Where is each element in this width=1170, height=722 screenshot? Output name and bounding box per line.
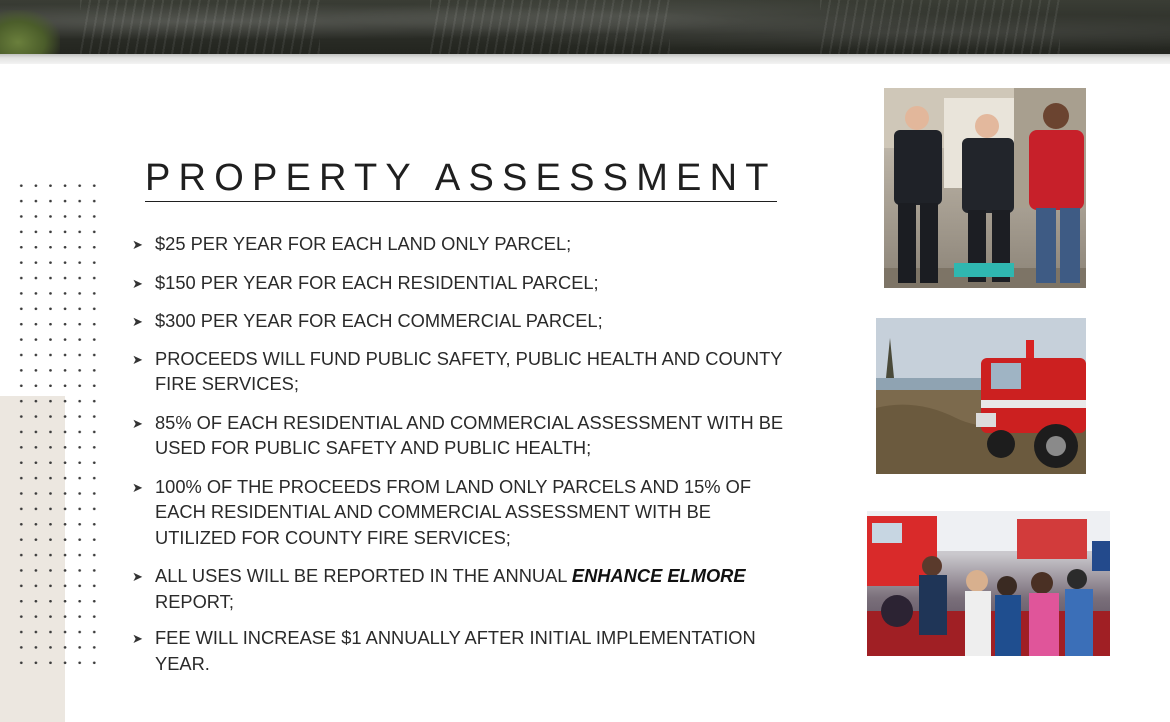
banner-water-texture bbox=[430, 0, 670, 54]
community-event-illustration bbox=[867, 511, 1110, 656]
arrowhead-bullet-icon: ➤ bbox=[132, 631, 143, 646]
header-banner-photo bbox=[0, 0, 1170, 54]
banner-foliage bbox=[0, 10, 60, 54]
bullet-item bbox=[132, 346, 832, 397]
bullet-text: $25 PER YEAR FOR EACH LAND ONLY PARCEL; bbox=[155, 233, 572, 254]
bullet-list bbox=[132, 231, 832, 676]
bullet-text: EACH RESIDENTIAL AND COMMERCIAL ASSESSMENT WITH BE bbox=[155, 501, 711, 522]
arrowhead-bullet-icon: ➤ bbox=[132, 415, 143, 431]
arrowhead-bullet-icon: ➤ bbox=[132, 237, 143, 252]
bullet-text: PROCEEDS WILL FUND PUBLIC SAFETY, PUBLIC HEALTH AND COUNTY bbox=[155, 347, 783, 369]
bullet-text: $300 PER YEAR FOR EACH COMMERCIAL PARCEL; bbox=[155, 310, 603, 331]
bullet-item bbox=[132, 270, 832, 296]
banner-water-texture bbox=[80, 0, 320, 54]
bullet-text: YEAR. bbox=[155, 652, 210, 674]
bullet-text: FEE WILL INCREASE $1 ANNUALLY AFTER INITIAL IMPLEMENTATION bbox=[155, 627, 756, 648]
bullet-item bbox=[132, 308, 832, 334]
bullet-text: REPORT; bbox=[155, 590, 234, 612]
bullet-text: ALL USES WILL BE REPORTED IN THE ANNUAL bbox=[155, 565, 572, 586]
arrowhead-bullet-icon: ➤ bbox=[132, 479, 143, 495]
decorative-dot-grid bbox=[14, 178, 98, 668]
banner-water-texture bbox=[820, 0, 1060, 54]
bullet-text: FIRE SERVICES; bbox=[155, 373, 299, 394]
arrowhead-bullet-icon: ➤ bbox=[132, 275, 143, 291]
bullet-item bbox=[132, 625, 832, 676]
report-name-emphasis: ENHANCE ELMORE bbox=[571, 565, 746, 586]
bullet-text: $150 PER YEAR FOR EACH RESIDENTIAL PARCEL; bbox=[155, 271, 599, 293]
bullet-item bbox=[132, 410, 832, 461]
photo-officers-in-store bbox=[884, 88, 1086, 288]
bullet-item bbox=[132, 563, 832, 614]
bullet-text: 85% OF EACH RESIDENTIAL AND COMMERCIAL ASSESSMENT WITH BE bbox=[155, 411, 784, 433]
arrowhead-bullet-icon: ➤ bbox=[132, 351, 143, 367]
arrowhead-bullet-icon: ➤ bbox=[132, 569, 143, 584]
bullet-text: USED FOR PUBLIC SAFETY AND PUBLIC HEALTH; bbox=[155, 437, 592, 458]
banner-divider bbox=[0, 54, 1170, 64]
photo-community-event bbox=[867, 511, 1110, 656]
bullet-item bbox=[132, 231, 832, 257]
bullet-text: UTILIZED FOR COUNTY FIRE SERVICES; bbox=[155, 526, 511, 548]
slide-title: PROPERTY ASSESSMENT bbox=[145, 156, 777, 202]
arrowhead-bullet-icon: ➤ bbox=[132, 314, 143, 329]
fire-truck-illustration bbox=[876, 318, 1086, 474]
photo-fire-truck bbox=[876, 318, 1086, 474]
bullet-text: 100% OF THE PROCEEDS FROM LAND ONLY PARCELS AND 15% OF bbox=[155, 475, 751, 497]
officers-illustration bbox=[884, 88, 1086, 288]
bullet-item bbox=[132, 474, 832, 551]
